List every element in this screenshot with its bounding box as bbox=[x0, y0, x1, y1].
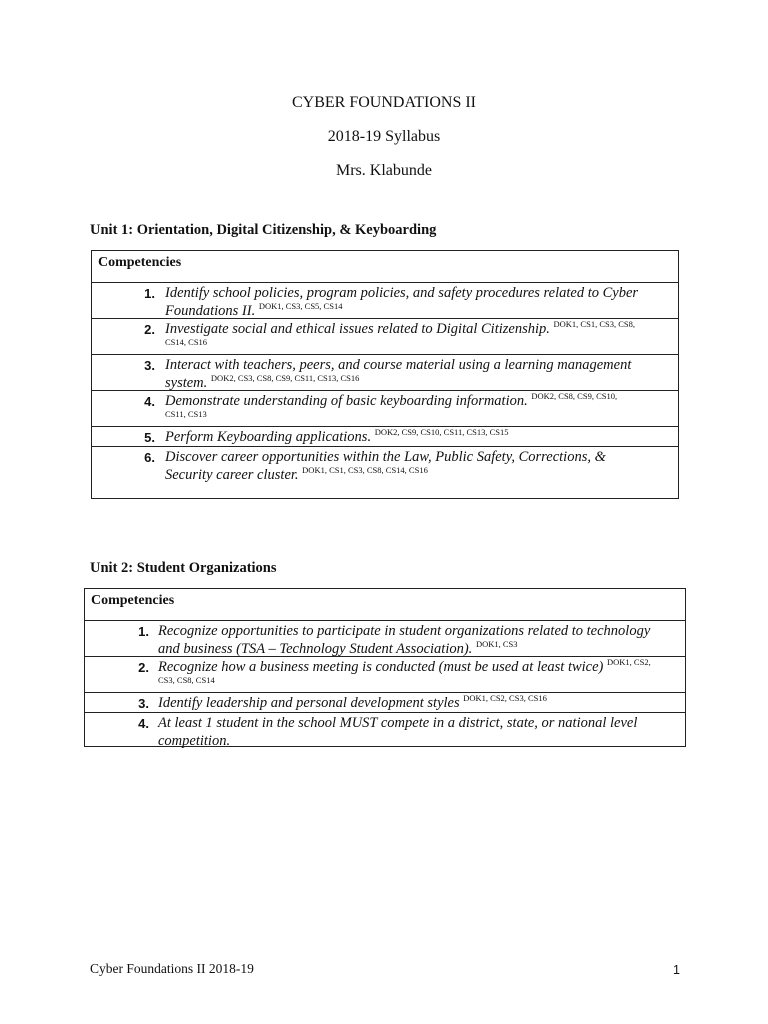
competency-text: Investigate social and ethical issues related to Digital Citizenship. $^{DOK1, CS1, CS3, CS8,}$ $^{CS14, CS16}$ bbox=[165, 319, 635, 347]
competency-number: 2. bbox=[144, 322, 155, 337]
competency-row bbox=[92, 355, 678, 391]
standard-codes: DOK1, CS1, CS3, CS8, CS14, CS16 bbox=[302, 465, 428, 475]
unit-2-competencies-table bbox=[84, 588, 686, 747]
competency-number: 5. bbox=[144, 430, 155, 445]
standard-codes: DOK1, CS2, bbox=[607, 657, 651, 667]
competency-row bbox=[92, 427, 678, 447]
standard-codes: DOK2, CS8, CS9, CS10, bbox=[531, 391, 618, 401]
competency-text: Demonstrate understanding of basic keyboarding information. $^{DOK2, CS8, CS9, CS10,}$ $^{CS11, CS13}$ bbox=[165, 391, 618, 419]
standard-codes: DOK1, CS3, CS5, CS14 bbox=[258, 301, 343, 311]
standard-codes: DOK1, CS1, CS3, CS8, bbox=[553, 319, 635, 329]
competency-text: Recognize how a business meeting is conducted (must be used at least twice) $^{DOK1, CS2,}$ $^{CS3, CS8, CS14}$ bbox=[158, 657, 651, 685]
competency-row bbox=[85, 693, 685, 713]
competency-number: 3. bbox=[138, 696, 149, 711]
competency-row bbox=[85, 713, 685, 747]
competency-text: Interact with teachers, peers, and course material using a learning management system. $^{DOK2, CS3, CS8, CS9, CS11, CS13, CS16}$ bbox=[165, 357, 632, 391]
competencies-header: Competencies bbox=[92, 251, 678, 283]
competency-number: 1. bbox=[138, 624, 149, 639]
page-number: 1 bbox=[673, 963, 680, 977]
competency-row bbox=[92, 283, 678, 319]
standard-codes: CS14, CS16 bbox=[165, 337, 208, 347]
competency-text: Recognize opportunities to participate in student organizations related to technology and business (TSA – Technology Student Association). $^{DOK1, CS3}$ bbox=[158, 623, 651, 657]
competency-number: 3. bbox=[144, 358, 155, 373]
standard-codes: DOK1, CS2, CS3, CS16 bbox=[463, 693, 547, 703]
unit-1-competencies-table bbox=[91, 250, 679, 499]
standard-codes: DOK2, CS3, CS8, CS9, CS11, CS13, CS16 bbox=[210, 373, 360, 383]
competency-text: At least 1 student in the school MUST compete in a district, state, or national level competition. bbox=[158, 715, 638, 749]
standard-codes: CS3, CS8, CS14 bbox=[158, 675, 215, 685]
competency-text: Perform Keyboarding applications. $^{DOK2, CS9, CS10, CS11, CS13, CS15}$ bbox=[165, 427, 509, 445]
competency-text: Identify leadership and personal development styles $^{DOK1, CS2, CS3, CS16}$ bbox=[158, 693, 547, 711]
document-title: CYBER FOUNDATIONS II bbox=[291, 94, 476, 111]
competency-row bbox=[85, 657, 685, 693]
competency-number: 4. bbox=[144, 394, 155, 409]
competency-number: 4. bbox=[138, 716, 149, 731]
competency-row bbox=[92, 319, 678, 355]
competencies-header: Competencies bbox=[85, 589, 685, 621]
standard-codes: DOK2, CS9, CS10, CS11, CS13, CS15 bbox=[374, 427, 509, 437]
standard-codes: DOK1, CS3 bbox=[475, 639, 518, 649]
competency-text: Discover career opportunities within the Law, Public Safety, Corrections, & Security career cluster. $^{DOK1, CS1, CS3, CS8, CS14, CS16}$ bbox=[165, 449, 606, 483]
competency-number: 2. bbox=[138, 660, 149, 675]
teacher-name: Mrs. Klabunde bbox=[336, 162, 432, 179]
competency-number: 6. bbox=[144, 450, 155, 465]
competency-row bbox=[92, 447, 678, 497]
unit-1-heading: Unit 1: Orientation, Digital Citizenship, & Keyboarding bbox=[90, 222, 437, 238]
syllabus-year: 2018-19 Syllabus bbox=[327, 128, 441, 145]
competency-row bbox=[92, 391, 678, 427]
footer-text: Cyber Foundations II 2018-19 bbox=[90, 961, 254, 976]
competency-row bbox=[85, 621, 685, 657]
competency-text: Identify school policies, program policies, and safety procedures related to Cyber Foundations II. $^{DOK1, CS3, CS5, CS14}$ bbox=[165, 285, 639, 319]
competency-number: 1. bbox=[144, 286, 155, 301]
standard-codes: CS11, CS13 bbox=[165, 409, 207, 419]
unit-2-heading: Unit 2: Student Organizations bbox=[90, 560, 277, 576]
